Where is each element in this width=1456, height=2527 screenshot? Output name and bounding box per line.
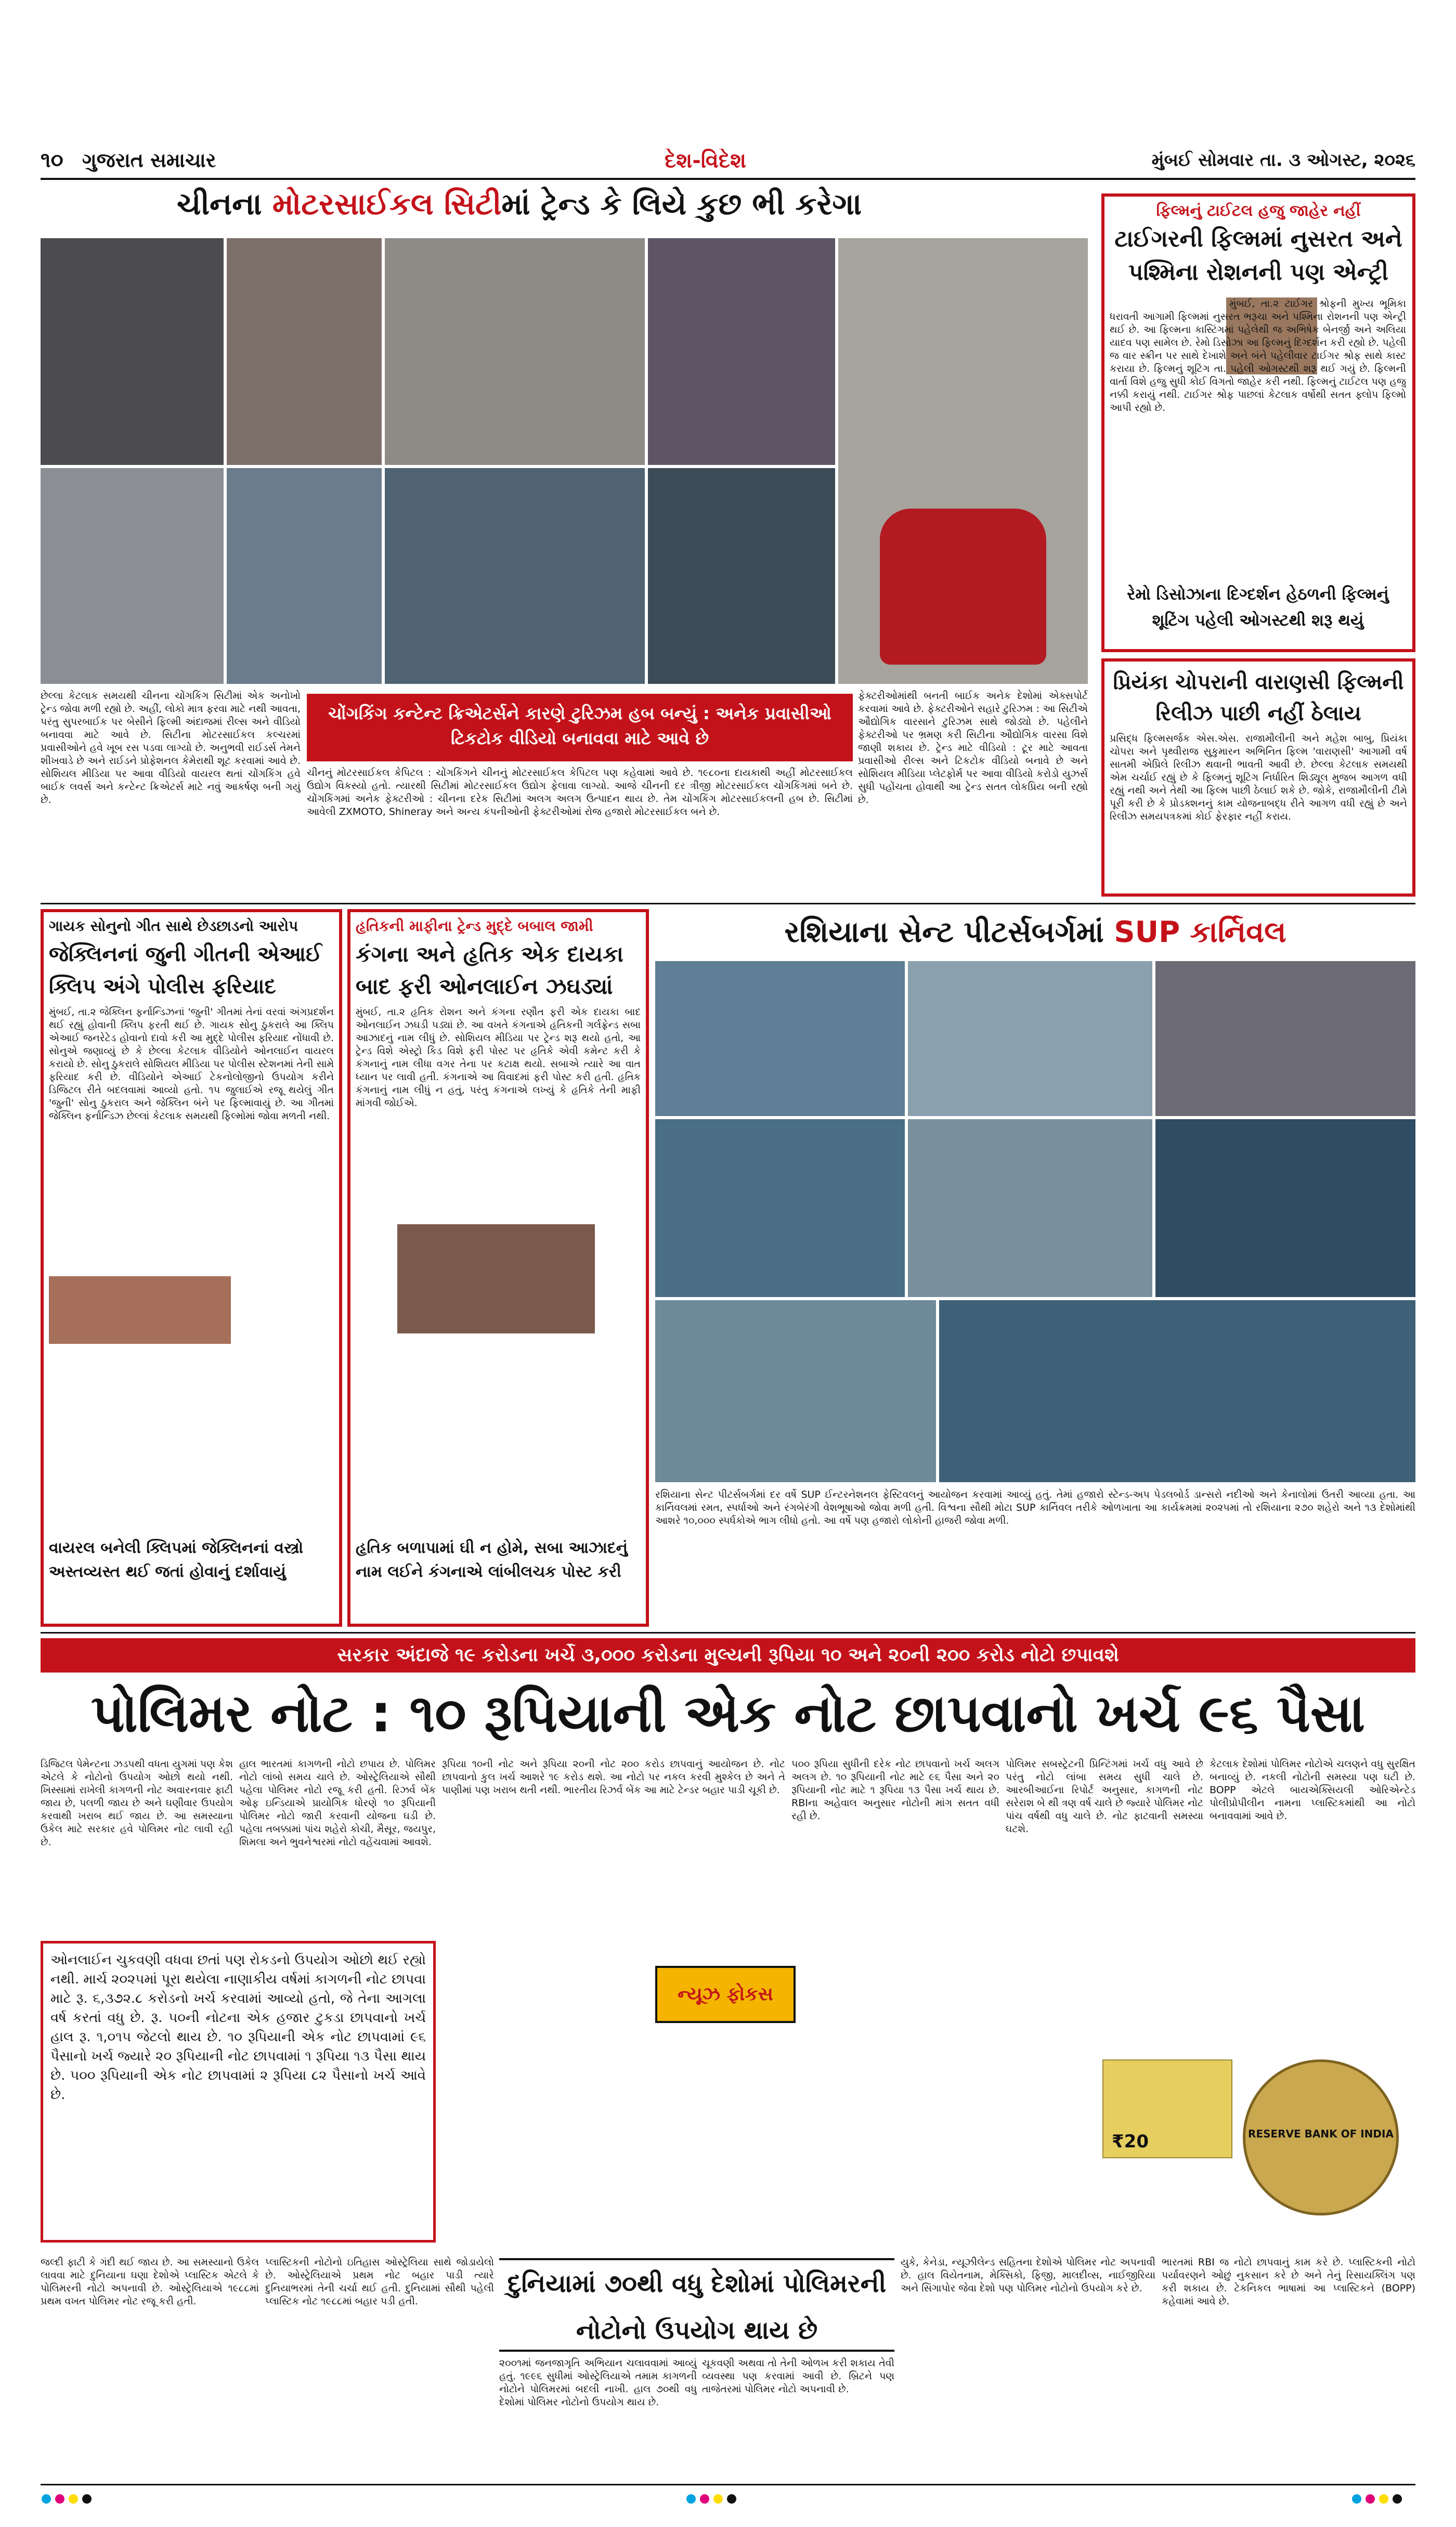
moto-body-mid: ચીનનું મોટરસાઈકલ કેપિટલ : ચોંગકિંગને ચીનનું મોટરસાઈકલ કેપિટલ પણ કહેવામાં આવે છે. ૧૯૮૦ના દાયકાથી અહીં મોટરસાઈકલ ઉદ્યોગ વિકસ્યો હતો. ત્યારથી સિટીમાં મોટરસાઈકલ ઉદ્યોગ ફેલાવા લાગ્યો. આજે ચીનની દર ત્રીજી મોટરસાઈકલ ચોંગકિંગમાં બને છે. ચોંગકિંગમાં અનેક ફેક્ટરીઓ : ચીનના દરેક સિટીમાં અલગ અલગ ઉત્પાદન થાય છે. તેમ ચોંગકિંગ મોટરસાઈકલની હબ છે. સિટીમાં આવેલી ZXMOTO, Shineray અને અન્ય કંપનીઓની ફેક્ટરીઓમાં રોજ હજારો મોટરસાઈકલ બને છે. (307, 767, 853, 818)
song-footer: વાયરલ બનેલી ક્લિપમાં જેક્લિનનાં વસ્ત્રો અસ્તવ્યસ્ત થઈ જતાં હોવાનું દર્શાવાયું (49, 1539, 304, 1581)
world-col-e: યુકે, કેનેડા, ન્યૂઝીલેન્ડ સહિતના દેશોએ પોલિમર નોટ અપનાવી છે. હાલ વિયેતનામ, મેક્સિકો, ફિજી, માલદીવ્સ, નાઈજીરિયા અને સિંગાપોર જેવા દેશો પણ પોલિમર નોટોનો ઉપયોગ કરે છે. (901, 2257, 1155, 2294)
page-number: ૧૦ (41, 148, 63, 172)
moto-photo-7 (385, 468, 645, 684)
moto-photo-4 (648, 238, 835, 465)
moto-callout: ચોંગકિંગ કન્ટેન્ટ ક્રિએટર્સને કારણે ટુરિઝમ હબ બન્યું : અનેક પ્રવાસીઓ ટિકટોક વીડિયો બનાવવા માટે આવે છે (307, 694, 853, 761)
song-story (41, 909, 342, 1627)
moto-photo-8 (648, 468, 835, 684)
sup-photo-3 (1155, 961, 1415, 1116)
dateline: મુંબઈ સોમવાર તા. ૩ ઓગસ્ટ, ૨૦૨૬ (1151, 150, 1415, 171)
paper-name: ગુજરાત સમાચાર (82, 149, 216, 172)
moto-photo-2 (227, 238, 382, 465)
registration-marks-right (1352, 2494, 1425, 2507)
nusrat-kicker: ફિલ્મનું ટાઈટલ હજુ જાહેર નહીં (1156, 202, 1361, 220)
polymer-kicker: સરકાર અંદાજે ૧૯ કરોડના ખર્ચે ૩,૦૦૦ કરોડના મુલ્યની રૂપિયા ૧૦ અને ૨૦ની ૨૦૦ કરોડ નોટો છપાવશે (41, 1638, 1415, 1673)
polymer-headline: પોલિમર નોટ : ૧૦ રૂપિયાની એક નોટ છાપવાનો ખર્ચ ૯૬ પૈસા (90, 1683, 1366, 1744)
divider-1 (41, 903, 1415, 904)
divider-2 (41, 1632, 1415, 1634)
moto-body-left: છેલ્લા કેટલાક સમયથી ચીનના ચોંગકિંગ સિટીમાં એક અનોખો ટ્રેન્ડ જોવા મળી રહ્યો છે. અહીં, લોકો માત્ર ફરવા માટે નથી આવતા, પરંતુ સુપરબાઈક પર બેસીને ફિલ્મી અંદાજમાં રીલ્સ અને વીડિયો બનાવવા માટે આવે છે. સિટીના મોટરસાઈકલ કલ્ચરમાં પ્રવાસીઓને હવે ખૂબ રસ પડવા લાગ્યો છે. અનુભવી રાઈડર્સ તેમને શીખવાડે છે અને રાઈડને પ્રોફેશનલ કેમેરાથી શૂટ કરવામાં આવે છે. સોશિયલ મીડિયા પર આવા વીડિયો વાયરલ થતાં ચોંગકિંગ હવે બાઈક લવર્સ અને કન્ટેન્ટ ક્રિએટર્સ માટે નવું આકર્ષણ બની ગયું છે. (41, 690, 301, 806)
priyanka-headline: પ્રિયંકા ચોપરાની વારાણસી ફિલ્મની રિલીઝ પાછી નહીં ઠેલાય (1113, 670, 1404, 725)
polymer-col3: રૂપિયા ૧૦ની નોટ અને રૂપિયા ૨૦ની નોટ ૨૦૦ કરોડ છાપવાનું આયોજન છે. નોટ છાપવાનો કુલ ખર્ચ આશરે ૧૯ કરોડ થશે. આ નોટો પર નકલ કરવી મુશ્કેલ છે અને તે પાણીમાં પણ ખરાબ થતી નથી. ભારતીય રિઝર્વ બેંક આ માટે ટેન્ડર બહાર પાડી ચૂકી છે. (442, 1758, 785, 1796)
registration-marks-center (686, 2494, 822, 2507)
polymer-highlight (41, 1941, 436, 2243)
page-header (41, 146, 1415, 177)
twenty-rupee-note: ₹20 (1102, 2059, 1232, 2158)
red-motorcycle-shape (880, 509, 1046, 665)
moto-photo-3 (385, 238, 645, 465)
sup-photo-8 (939, 1300, 1415, 1482)
kangana-footer: હૃતિક બળાપામાં ઘી ન હોમે, સબા આઝાદનું નામ લઈને કંગનાએ લાંબીલચક પોસ્ટ કરી (356, 1539, 628, 1581)
moto-headline: ચીનના મોટરસાઈકલ સિટીમાં ટ્રેન્ડ કે લિયે કુછ ભી કરેગા (177, 186, 862, 222)
song-photo (49, 1276, 231, 1344)
header-rule (41, 178, 1415, 180)
sup-photo-5 (908, 1119, 1152, 1297)
sup-headline: રશિયાના સેન્ટ પીટર્સબર્ગમાં SUP કાર્નિવલ (784, 915, 1286, 949)
polymer-col4: ૫૦૦ રૂપિયા સુધીની દરેક નોટ છાપવાનો ખર્ચ અલગ અલગ છે. ૧૦ રૂપિયાની નોટ માટે ૯૬ પૈસા અને ૨૦ રૂપિયાની નોટ માટે ૧ રૂપિયા ૧૩ પૈસા ખર્ચ થાય છે. RBIના અહેવાલ અનુસાર નોટોની માંગ સતત વધી રહી છે. (791, 1758, 999, 1822)
nusrat-body: મુંબઈ, તા.૨ ટાઈગર શ્રોફની મુખ્ય ભૂમિકા ધરાવતી આગામી ફિલ્મમાં નુસરત ભરૂચા અને પશ્મિના રોશનની પણ એન્ટ્રી થઈ છે. આ ફિલ્મના કાસ્ટિંગમાં પહેલેથી જ અભિષેક બેનર્જી અને અલિયા યાદવ પણ સામેલ છે. રેમો ડિસોઝા આ ફિલ્મનું દિગ્દર્શન કરી રહ્યો છે. પહેલી જ વાર સ્ક્રીન પર સાથે દેખાશે અને બંને પહેલીવાર ટાઈગર શ્રોફ સાથે કાસ્ટ કરાયા છે. ફિલ્મનું શૂટિંગ તા. પહેલી ઓગસ્ટથી શરૂ થઈ ગયું છે. ફિલ્મની વાર્તા વિશે હજુ સુધી કોઈ વિગતો જાહેર કરી નથી. ફિલ્મનું ટાઈટલ પણ હજુ નક્કી કરાયું નથી. ટાઈગર શ્રોફ પાછલાં કેટલાક વર્ષોથી સતત ફ્લોપ ફિલ્મો આપી રહ્યો છે. (1110, 298, 1406, 413)
priyanka-body: પ્રસિદ્ધ ફિલ્મસર્જક એસ.એસ. રાજામૌલીની અને મહેશ બાબુ, પ્રિયંકા ચોપરા અને પૃથ્વીરાજ સુકુમારન અભિનિત ફિલ્મ 'વારાણસી' આગામી વર્ષ સાતમી એપ્રિલે રિલીઝ થવાની ભાવતી આવી છે. છેલ્લા કેટલાક સમયથી એમ ચર્ચાઈ રહ્યું છે કે ફિલ્મનું શૂટિંગ નિર્ધારિત શિડ્યૂલ મુજબ આગળ વધી રહ્યું નથી અને તેથી આ ફિલ્મ પાછી ઠેલાઈ શકે છે. જોકે, રાજામૌલીની ટીમે પૂરી કરી છે કે પ્રોડક્શનનું કામ યોજનાબદ્ધ રીતે આગળ વધી રહ્યું છે અને રિલીઝ સમયપત્રકમાં કોઈ ફેરફાર નહીં કરાય. (1110, 733, 1407, 822)
moto-photo-1 (41, 238, 224, 465)
kangana-story (347, 909, 649, 1627)
polymer-col2: હાલ ભારતમાં કાગળની નોટો છપાય છે. પોલિમર નોટો લાંબો સમય ચાલે છે. ઓસ્ટ્રેલિયાએ સૌથી પહેલા પોલિમર નોટો રજૂ કરી હતી. રિઝર્વ બેંક ઓફ ઇન્ડિયાએ પ્રાયોગિક ધોરણે ૧૦ રૂપિયાની પોલિમર નોટો જારી કરવાની યોજના ઘડી છે. પહેલા તબક્કામાં પાંચ શહેરો કોચી, મૈસૂર, જયપુર, શિમલા અને ભુવનેશ્વરમાં નોટો વહેંચવામાં આવશે. (239, 1758, 436, 1848)
registration-marks-left (42, 2494, 177, 2507)
sup-photo-2 (908, 961, 1152, 1116)
polymer-col1: ડિજિટલ પેમેન્ટના ઝડપથી વધતા યુગમાં પણ કેશ એટલે કે નોટોનો ઉપયોગ ઓછો થયો નથી. ખિસ્સામાં રાખેલી કાગળની નોટ અવારનવાર ફાટી જાય છે, પલળી જાય છે અને ઘણીવાર ઉપયોગ કરવાથી ખરાબ થઈ જાય છે. આ સમસ્યાના ઉકેલ માટે સરકાર હવે પોલિમર નોટ લાવી રહી છે. (41, 1758, 233, 1848)
nusrat-story (1101, 193, 1415, 652)
kangana-kicker: હૃતિકની માફીના ટ્રેન્ડ મુદ્દે બબાલ જામી (356, 917, 593, 935)
world-headline: દુનિયામાં ૭૦થી વધુ દેશોમાં પોલિમરની નોટોનો ઉપયોગ થાય છે (499, 2258, 894, 2352)
priyanka-story (1101, 658, 1415, 897)
sup-photo-6 (1155, 1119, 1415, 1297)
song-kicker: ગાયક સોનુનો ગીત સાથે છેડછાડનો આરોપ (49, 917, 298, 935)
moto-photo-5 (41, 468, 224, 684)
sup-photo-7 (655, 1300, 936, 1482)
polymer-col5: પોલિમર સબસ્ટ્રેટની પ્રિન્ટિંગમાં ખર્ચ વધુ આવે છે પરંતુ નોટો લાંબા સમય સુધી ચાલે છે. આરબીઆઈના રિપોર્ટ અનુસાર, કાગળની નોટ સરેરાશ બે થી ત્રણ વર્ષ ચાલે છે જ્યારે પોલિમર નોટ પાંચ વર્ષથી વધુ ચાલે છે. નોટ ફાટવાની સમસ્યા ઘટશે. (1006, 1758, 1203, 1835)
nusrat-headline: ટાઈગરની ફિલ્મમાં નુસરત અને પશ્મિના રોશનની પણ એન્ટ્રી (1114, 226, 1402, 286)
world-col-b: પ્લાસ્ટિકની નોટોનો ઇતિહાસ ઓસ્ટ્રેલિયા સાથે જોડાયેલો છે. ઓસ્ટ્રેલિયાએ પ્રથમ નોટ બહાર પાડી ત્યારે દુનિયાભરમાં તેની ચર્ચા થઈ હતી. દુનિયામાં સૌથી પહેલી પ્લાસ્ટિક નોટ ૧૯૮૮માં બહાર પડી હતી. (265, 2257, 494, 2307)
song-body: મુંબઈ, તા.૨ જેક્લિન ફર્નાન્ડિઝનાં 'જુની' ગીતમાં તેનાં વરવાં અંગપ્રદર્શન થઈ રહ્યું હોવાની ક્લિપ ફરતી થઈ છે. ગાયક સોનુ ઠુકરાલે આ ક્લિપ એઆઈ જનરેટેડ હોવાનો દાવો કરી આ મુદ્દે પોલીસ ફરિયાદ નોંધાવી છે. સોનુએ જણાવ્યું છે કે છેલ્લા કેટલાક વીડિયોને ઓનલાઈન વાયરલ કરાયો છે. સોનુ ઠુકરાલે સોશિયલ મીડિયા પર પોલીસ સ્ટેશનમાં તેની સામે ફરિયાદ કરી છે. વીડિયોને એઆઈ ટેકનોલોજીનો ઉપયોગ કરીને ડિજિટલ રીતે બદલવામાં આવ્યો હતો. ૧૫ જુલાઈએ રજૂ થયેલું ગીત 'જુની' સોનુ ઠુકરાલ અને જેક્લિન બંને પર ફિલ્માવાયું છે. આ ગીતમાં જેક્લિન ફર્નાન્ડિઝ છેલ્લાં કેટલાક સમયથી ફિલ્મોમાં જોવા મળતી નથી. (49, 1006, 334, 1122)
kangana-headline: કંગના અને હૃતિક એક દાયકા બાદ ફરી ઓનલાઈન ઝઘડ્યાં (356, 941, 623, 999)
world-col-d: ચૂકવણી અથવા તો તેની ઓળખ કરી શકાય તેવી વ્યવસ્થા પણ કરવામાં આવી છે. બ્રિટને પણ તાજેતરમાં પોલિમર નોટો અપનાવી છે. (702, 2357, 894, 2395)
polymer-col6: કેટલાક દેશોમાં પોલિમર નોટોએ ચલણને વધુ સુરક્ષિત બનાવ્યું છે. નકલી નોટોની સમસ્યા પણ ઘટી છે. BOPP એટલે બાયએક્સિયલી ઓરિએન્ટેડ પોલીપ્રોપીલીન નામના પ્લાસ્ટિકમાંથી આ નોટો બનાવવામાં આવે છે. (1210, 1758, 1415, 1822)
footer-rule (41, 2484, 1415, 2485)
moto-photo-6 (227, 468, 382, 684)
section-title: દેશ-વિદેશ (665, 149, 746, 173)
kangana-photo (397, 1224, 595, 1333)
sup-photo-1 (655, 961, 905, 1116)
world-col-c: ૨૦૦૧માં જનજાગૃતિ અભિયાન ચલાવવામાં આવ્યું હતું. ૧૯૯૬ સુધીમાં ઓસ્ટ્રેલિયાએ તમામ કાગળની નોટોને પોલિમરમાં બદલી નાખી. હાલ ૭૦થી વધુ દેશોમાં પોલિમર નોટોનો ઉપયોગ થાય છે. (499, 2357, 697, 2408)
kangana-body: મુંબઈ, તા.૨ હૃતિક રોશન અને કંગના રણૌત ફરી એક દાયકા બાદ ઓનલાઈન ઝઘડી પડ્યાં છે. આ વખતે કંગનાએ હૃતિકની ગર્લફ્રેન્ડ સબા આઝાદનું નામ લીધું છે. સોશિયલ મીડિયા પર ટ્રેન્ડ શરૂ થયો હતો, આ ટ્રેન્ડ વિશે એસ્ટ્રો કિડ વિશે ફરી પોસ્ટ પર હૃતિકે એવી કમેન્ટ કરી કે કંગનાનું નામ લીધા વગર તેના પર કટાક્ષ થયો. સબાએ ત્યારે આ વાત ધ્યાન પર લાવી હતી. કંગનાએ આ વિવાદમાં ફરી પોસ્ટ કરી હતી. હૃતિક કંગનાનું નામ લીધું ન હતું, પરંતુ કંગનાએ લખ્યું કે હૃતિકે તેની માફી માંગવી જોઈએ. (356, 1006, 641, 1109)
nusrat-footer: રેમો ડિસોઝાના દિગ્દર્શન હેઠળની ફિલ્મનું શૂટિંગ પહેલી ઓગસ્ટથી શરૂ થયું (1127, 585, 1389, 630)
news-focus-logo: ન્યૂઝ ફોકસ (655, 1966, 796, 2023)
song-headline: જેક્લિનનાં જુની ગીતની એઆઈ ક્લિપ અંગે પોલીસ ફરિયાદ (49, 942, 322, 999)
sup-caption: રશિયાના સેન્ટ પીટર્સબર્ગમાં દર વર્ષે SUP ઈન્ટરનેશનલ ફેસ્ટિવલનું આયોજન કરવામાં આવ્યું હતું. તેમાં હજારો સ્ટેન્ડ-અપ પેડલબોર્ડ ડાન્સરો નદીઓ અને કેનાલોમાં ઉતરી આવ્યા હતા. આ કાર્નિવલમાં રમત, સ્પર્ધાઓ અને રંગબેરંગી વેશભૂષાઓ જોવા મળી હતી. વિશ્વના સૌથી મોટા SUP કાર્નિવલ તરીકે ઓળખાતા આ કાર્યક્રમમાં ૨૦૨૫માં તો રશિયાના ૨૭૦ શહેરો અને ૧૩ દેશોમાંથી આશરે ૧૦,૦૦૦ સ્પર્ધકોએ ભાગ લીધો હતો. આ વર્ષે પણ હજારો લોકોની હાજરી જોવા મળી. (655, 1489, 1415, 1526)
sup-photo-4 (655, 1119, 905, 1297)
polymer-highlight-text: ઓનલાઈન ચુકવણી વધવા છતાં પણ રોકડનો ઉપયોગ ઓછો થઈ રહ્યો નથી. માર્ચ ૨૦૨૫માં પૂરા થયેલા નાણાકીય વર્ષમાં કાગળની નોટ છાપવા માટે રૂ. ૬,૩૭૨.૮ કરોડનો ખર્ચ કરવામાં આવ્યો હતો, જે તેના આગલા વર્ષ કરતાં વધુ છે. રૂ. ૫૦ની નોટના એક હજાર ટુકડા છાપવાનો ખર્ચ હાલ રૂ. ૧,૦૧૫ જેટલો થાય છે. ૧૦ રૂપિયાની એક નોટ છાપવામાં ૯૬ પૈસાનો ખર્ચ જ્યારે ૨૦ રૂપિયાની નોટ છાપવામાં ૧ રૂપિયા ૧૩ પૈસા થાય છે. ૫૦૦ રૂપિયાની એક નોટ છાપવામાં ૨ રૂપિયા ૮૨ પૈસાનો ખર્ચ આવે છે. (50, 1952, 426, 2103)
world-col-a: જલ્દી ફાટી કે ગંદી થઈ જાય છે. આ સમસ્યાનો ઉકેલ લાવવા માટે દુનિયાના ઘણા દેશોએ પ્લાસ્ટિક એટલે કે પોલિમરની નોટો અપનાવી છે. ઓસ્ટ્રેલિયાએ ૧૯૮૮માં પ્રથમ વખત પોલિમર નોટ રજૂ કરી હતી. (41, 2257, 259, 2307)
world-col-f: ભારતમાં RBI જ નોટો છાપવાનું કામ કરે છે. પ્લાસ્ટિકની નોટો પર્યાવરણને ઓછું નુકસાન કરે છે અને તેનું રિસાયક્લિંગ પણ કરી શકાય છે. ટેકનિકલ ભાષામાં આ પ્લાસ્ટિકને (BOPP) કહેવામાં આવે છે. (1162, 2257, 1415, 2307)
moto-photo-main (838, 238, 1088, 684)
moto-body-right: ફેક્ટરીઓમાંથી બનતી બાઈક અનેક દેશોમાં એક્સપોર્ટ કરવામાં આવે છે. ફેક્ટરીઓને સહારે ટુરિઝમ : આ સિટીએ ઔદ્યોગિક વારસાને ટુરિઝમ સાથે જોડ્યો છે. પહેલીને ફેક્ટરીઓ પર ભ્રમણ કરી સિટીના ઔદ્યોગિક વારસા વિશે જાણી શકાય છે. ટ્રેન્ડ માટે વીડિયો : ટૂર માટે આવતા પ્રવાસીઓ રીલ્સ અને ટિકટોક વીડિયો બનાવે છે અને સોશિયલ મીડિયા પ્લેટફોર્મ પર આવા વીડિયો કરોડો યુઝર્સ સુધી પહોંચતા હોવાથી આ ટ્રેન્ડ સતત લોકપ્રિય બની રહ્યો છે. (858, 690, 1088, 806)
rbi-seal: RESERVE BANK OF INDIA (1243, 2059, 1399, 2215)
